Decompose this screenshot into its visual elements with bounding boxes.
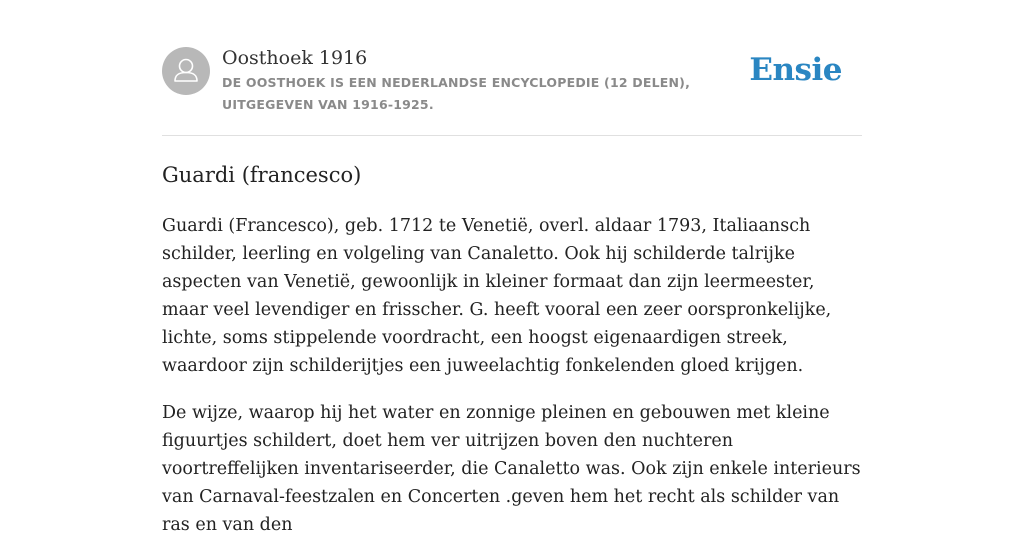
source-description: DE OOSTHOEK IS EEN NEDERLANDSE ENCYCLOPEDIE (12 DELEN), UITGEGEVEN VAN 1916-1925. (222, 75, 691, 112)
ensie-logo[interactable]: Ensie (749, 52, 842, 88)
article-paragraph: Guardi (Francesco), geb. 1712 te Venetië, overl. aldaar 1793, Italiaansch schilder, leerling en volgeling van Canaletto. Ook hij schilderde talrijke aspecten van Venetië, gewoonlijk in kleiner formaat dan zijn leermeester, maar veel levendiger en frisscher. G. heeft vooral een zeer oorspronkelijke, lichte, soms stippelende voordracht, een hoogst eigenaardigen streek, waardoor zijn schilderijtjes een juweelachtig fonkelenden gloed krijgen. (162, 216, 832, 376)
source-title[interactable]: Oosthoek 1916 (222, 47, 368, 69)
source-avatar[interactable] (162, 47, 210, 95)
user-icon (162, 47, 210, 95)
article-title: Guardi (francesco) (162, 163, 362, 187)
article-paragraph: De wijze, waarop hij het water en zonnige pleinen en gebouwen met kleine figuurtjes schildert, doet hem ver uitrijzen boven den nuchteren voortreffelijken inventariseerder, die Canaletto was. Ook zijn enkele interieurs van Carnaval-feestzalen en Concerten .geven hem het recht als schilder van ras en van den (162, 403, 861, 535)
source-header (162, 0, 862, 136)
article-body (162, 212, 862, 539)
page (162, 0, 862, 558)
